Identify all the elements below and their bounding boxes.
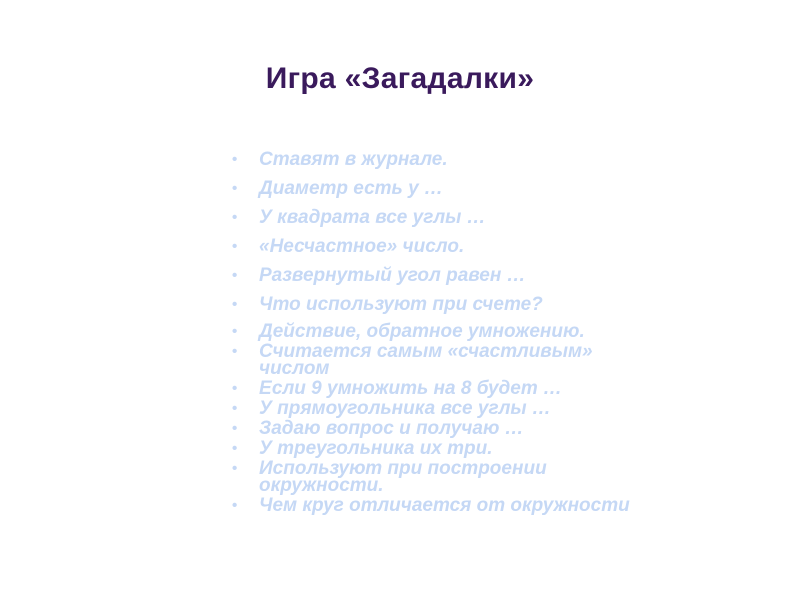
riddle-list <box>232 151 632 514</box>
bullet-icon: • <box>232 400 238 417</box>
list-item-text: Задаю вопрос и получаю … <box>259 418 524 439</box>
bullet-icon: • <box>232 209 238 226</box>
bullet-icon: • <box>232 380 238 397</box>
list-item <box>232 323 632 340</box>
list-item-text: Развернутый угол равен … <box>259 265 526 286</box>
list-item-text: «Несчастное» число. <box>259 236 465 257</box>
list-item-text: Если 9 умножить на 8 будет … <box>259 378 563 399</box>
list-item-text: Используют при построении окружности. <box>259 458 547 496</box>
list-item-text: Действие, обратное умножению. <box>259 321 585 342</box>
list-item <box>232 460 632 494</box>
list-item <box>232 380 632 397</box>
bullet-icon: • <box>232 267 238 284</box>
bullet-icon: • <box>232 180 238 197</box>
bullet-icon: • <box>232 460 238 477</box>
list-item <box>232 296 632 313</box>
list-item-text: У треугольника их три. <box>259 438 493 459</box>
list-item-text: Диаметр есть у … <box>259 178 443 199</box>
bullet-icon: • <box>232 343 238 360</box>
list-item-text: Считается самым «счастливым» числом <box>259 341 593 379</box>
list-item <box>232 267 632 284</box>
bullet-icon: • <box>232 238 238 255</box>
list-item-text: Чем круг отличается от окружности <box>259 495 630 516</box>
bullet-icon: • <box>232 420 238 437</box>
list-item <box>232 420 632 437</box>
bullet-icon: • <box>232 323 238 340</box>
list-item-text: Что используют при счете? <box>259 294 543 315</box>
list-item <box>232 151 632 168</box>
list-item <box>232 497 632 514</box>
list-item-text: У квадрата все углы … <box>259 207 486 228</box>
bullet-icon: • <box>232 440 238 457</box>
bullet-icon: • <box>232 151 238 168</box>
bullet-icon: • <box>232 497 238 514</box>
list-item <box>232 440 632 457</box>
list-item <box>232 238 632 255</box>
bullet-icon: • <box>232 296 238 313</box>
list-item-text: Ставят в журнале. <box>259 149 448 170</box>
list-item <box>232 209 632 226</box>
list-item <box>232 180 632 197</box>
slide-title: Игра «Загадалки» <box>265 62 535 95</box>
list-item <box>232 343 632 377</box>
list-item <box>232 400 632 417</box>
list-item-text: У прямоугольника все углы … <box>259 398 551 419</box>
